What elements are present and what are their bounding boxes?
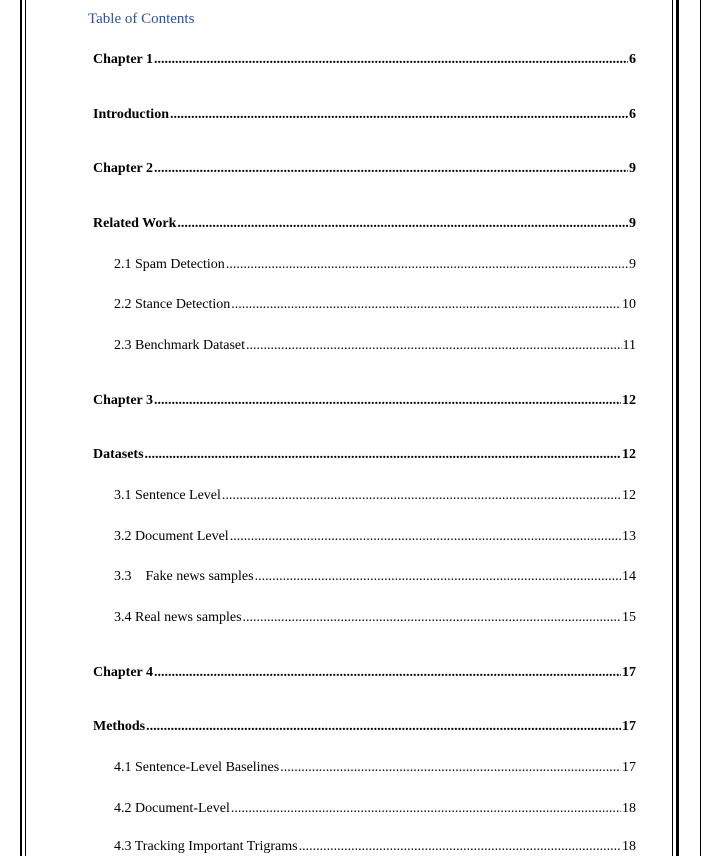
toc-page-number: 11	[622, 338, 636, 353]
toc-entry-chapter-1[interactable]	[93, 51, 636, 69]
toc-leader-dots	[231, 296, 621, 314]
toc-entry-label: Datasets	[93, 447, 144, 462]
toc-leader-dots	[226, 256, 628, 274]
toc-entry-tracking-important-trigrams[interactable]	[114, 838, 636, 856]
toc-page-number: 17	[622, 760, 636, 775]
toc-entry-label: Chapter 1	[93, 52, 154, 67]
toc-page-number: 6	[629, 107, 636, 122]
toc-entry-datasets[interactable]	[93, 446, 636, 464]
toc-page-number: 17	[622, 665, 636, 680]
toc-leader-dots	[246, 337, 622, 355]
toc-entry-related-work[interactable]	[93, 215, 636, 233]
toc-entry-label: 3.4 Real news samples	[114, 610, 242, 625]
page-border-right-outer	[676, 0, 679, 856]
toc-page-number: 12	[622, 447, 636, 462]
toc-entry-spam-detection[interactable]	[114, 256, 636, 274]
toc-page-number: 9	[629, 161, 636, 176]
toc-entry-sentence-level[interactable]	[114, 487, 636, 505]
page-border-left-outer	[20, 0, 22, 856]
toc-leader-dots	[154, 392, 621, 410]
toc-page-number: 6	[629, 52, 636, 67]
toc-leader-dots	[154, 51, 628, 69]
toc-leader-dots	[280, 759, 621, 777]
toc-entry-label: 2.2 Stance Detection	[114, 297, 231, 312]
toc-page-number: 18	[622, 839, 636, 854]
toc-leader-dots	[170, 106, 628, 124]
toc-leader-dots	[154, 160, 628, 178]
page-border-right-inner	[672, 0, 673, 856]
toc-entry-methods[interactable]	[93, 718, 636, 736]
toc-heading: Table of Contents	[88, 11, 195, 27]
toc-entry-label: 3.3 Fake news samples	[114, 569, 254, 584]
toc-entry-label: 2.3 Benchmark Dataset	[114, 338, 246, 353]
toc-entry-label: Introduction	[93, 107, 169, 122]
toc-entry-document-level[interactable]	[114, 528, 636, 546]
toc-entry-label: 4.3 Tracking Important Trigrams	[114, 839, 298, 854]
toc-entry-label: Methods	[93, 719, 146, 734]
toc-page-number: 12	[622, 393, 636, 408]
toc-page-number: 15	[622, 610, 636, 625]
toc-leader-dots	[146, 718, 621, 736]
toc-leader-dots	[154, 664, 621, 682]
toc-entry-label: Chapter 2	[93, 161, 154, 176]
toc-leader-dots	[145, 446, 621, 464]
toc-entry-label: Chapter 4	[93, 665, 154, 680]
toc-page-number: 14	[622, 569, 636, 584]
toc-page-number: 18	[622, 801, 636, 816]
toc-entry-sentence-level-baselines[interactable]	[114, 759, 636, 777]
toc-entry-fake-news-samples[interactable]	[114, 568, 636, 586]
page-border-left-inner	[25, 0, 26, 856]
toc-page-number: 9	[629, 216, 636, 231]
toc-entry-label: Related Work	[93, 216, 177, 231]
toc-leader-dots	[230, 528, 621, 546]
toc-entry-label: 4.1 Sentence-Level Baselines	[114, 760, 280, 775]
toc-page-number: 17	[622, 719, 636, 734]
page-edge-right	[700, 0, 701, 856]
toc-leader-dots	[255, 568, 621, 586]
toc-entry-stance-detection[interactable]	[114, 296, 636, 314]
toc-entry-label: 4.2 Document-Level	[114, 801, 230, 816]
toc-entry-label: 2.1 Spam Detection	[114, 257, 225, 272]
toc-entry-benchmark-dataset[interactable]	[114, 337, 636, 355]
toc-page-number: 12	[622, 488, 636, 503]
toc-entry-document-level-methods[interactable]	[114, 800, 636, 818]
toc-leader-dots	[222, 487, 621, 505]
toc-leader-dots	[299, 838, 621, 856]
toc-entry-label: Chapter 3	[93, 393, 154, 408]
toc-entry-label: 3.1 Sentence Level	[114, 488, 221, 503]
toc-page-number: 13	[622, 529, 636, 544]
toc-entry-chapter-3[interactable]	[93, 392, 636, 410]
toc-entry-real-news-samples[interactable]	[114, 609, 636, 627]
toc-entry-chapter-2[interactable]	[93, 160, 636, 178]
toc-entry-label: 3.2 Document Level	[114, 529, 229, 544]
toc-leader-dots	[231, 800, 621, 818]
toc-leader-dots	[243, 609, 621, 627]
toc-page-number: 9	[629, 257, 636, 272]
toc-entry-introduction[interactable]	[93, 106, 636, 124]
toc-leader-dots	[177, 215, 628, 233]
toc-entry-chapter-4[interactable]	[93, 664, 636, 682]
toc-page-number: 10	[622, 297, 636, 312]
